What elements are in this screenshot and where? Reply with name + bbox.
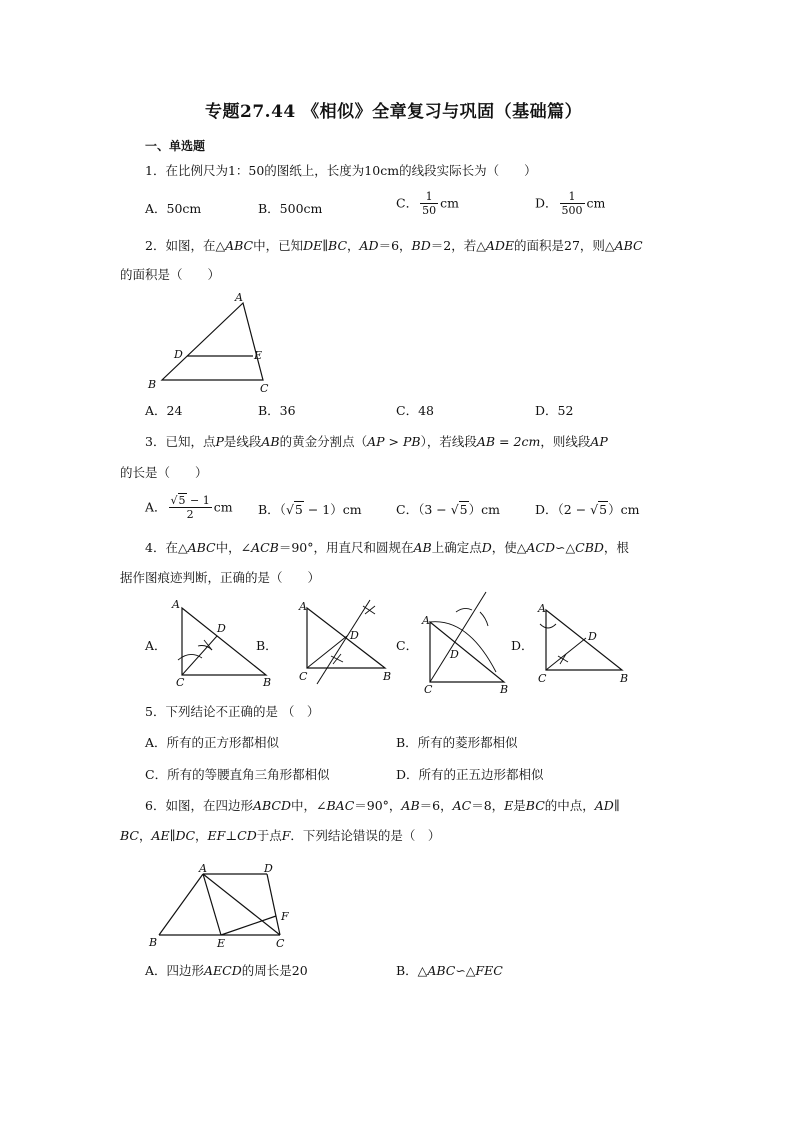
q3-option-a: A． $\frac{√5 - 1}{2}$ cm: [145, 494, 233, 521]
svg-text:D: D: [450, 648, 459, 661]
svg-text:A: A: [422, 614, 430, 627]
svg-text:A: A: [172, 598, 180, 611]
svg-text:C: C: [276, 937, 285, 950]
svg-text:D: D: [350, 629, 359, 642]
q2-option-d: D．52: [535, 403, 574, 418]
q6-option-b: B．△ABC∽△FEC: [396, 963, 503, 978]
q3-option-d: D．（2 − √5）cm: [535, 502, 640, 517]
question-6-stem-line2: BC，AE∥DC，EF⊥CD于点F．下列结论错误的是（ ）: [120, 828, 441, 843]
q4-option-a-label: A．: [145, 638, 167, 653]
q1-option-b: B．500cm: [258, 201, 323, 216]
svg-text:C: C: [176, 676, 185, 688]
q4-option-c-label: C．: [396, 638, 419, 653]
svg-text:B: B: [620, 672, 629, 685]
q1-option-a: A．50cm: [145, 201, 202, 216]
q5-option-a: A．所有的正方形都相似: [145, 735, 280, 750]
svg-text:C: C: [299, 670, 308, 683]
label-c: C: [260, 382, 269, 395]
question-4-stem-line2: 据作图痕迹判断，正确的是（ ）: [120, 570, 321, 585]
svg-text:B: B: [263, 676, 272, 688]
svg-text:A: A: [299, 600, 307, 613]
q3-option-b: B．（√5 − 1）cm: [258, 502, 362, 517]
q5-option-d: D．所有的正五边形都相似: [396, 767, 544, 782]
svg-text:D: D: [588, 630, 597, 643]
label-e: E: [254, 349, 263, 362]
question-2-stem-line2: 的面积是（ ）: [120, 267, 221, 282]
q4-figure-d: [534, 598, 634, 688]
question-2-stem-line1: 2．如图，在△ABC中，已知DE∥BC，AD＝6，BD＝2，若△ADE的面积是27，则△ABC: [145, 238, 643, 253]
q6-option-a: A．四边形AECD的周长是20: [145, 963, 308, 978]
label-b: B: [148, 378, 157, 391]
q1-option-d: D． $\frac{1}{500}$ cm: [535, 190, 606, 217]
q2-option-c: C．48: [396, 403, 434, 418]
question-6-stem-line1: 6．如图，在四边形ABCD中，∠BAC＝90°，AB＝6，AC＝8，E是BC的中点，AD∥: [145, 798, 620, 813]
question-1-stem: 1．在比例尺为1：50的图纸上，长度为10cm的线段实际长为（ ）: [145, 163, 537, 178]
q2-option-a: A．24: [145, 403, 183, 418]
section-heading: 一、单选题: [145, 139, 206, 153]
svg-text:D: D: [217, 622, 226, 635]
question-3-stem-line1: 3．已知，点P是线段AB的黄金分割点（AP > PB），若线段AB = 2cm，则线段AP: [145, 434, 608, 449]
svg-text:D: D: [264, 862, 273, 875]
svg-text:B: B: [149, 936, 158, 949]
label-d: D: [174, 348, 183, 361]
q6-quadrilateral-figure: [145, 858, 305, 952]
q1-option-c: C． $\frac{1}{50}$ cm: [396, 190, 459, 217]
q4-figure-c: [418, 590, 518, 696]
page-title: 专题27.44 《相似》全章复习与巩固（基础篇）: [205, 102, 583, 122]
svg-text:A: A: [538, 602, 546, 615]
q3-option-c: C．（3 − √5）cm: [396, 502, 500, 517]
triangle-abc: [162, 303, 263, 380]
svg-text:F: F: [281, 910, 289, 923]
svg-text:C: C: [424, 683, 433, 696]
svg-text:B: B: [383, 670, 392, 683]
question-4-stem-line1: 4．在△ABC中，∠ACB＝90°，用直尺和圆规在AB上确定点D，使△ACD∽△CBD，根: [145, 540, 629, 555]
q5-option-c: C．所有的等腰直角三角形都相似: [145, 767, 330, 782]
q4-option-d-label: D．: [511, 638, 534, 653]
q5-option-b: B．所有的菱形都相似: [396, 735, 518, 750]
svg-text:C: C: [538, 672, 547, 685]
svg-text:B: B: [500, 683, 509, 696]
q4-option-b-label: B．: [256, 638, 278, 653]
q4-figure-b: [295, 598, 397, 688]
svg-text:A: A: [199, 862, 207, 875]
q2-option-b: B．36: [258, 403, 296, 418]
label-a: A: [235, 291, 243, 304]
q2-triangle-figure: [140, 288, 280, 396]
svg-text:E: E: [217, 937, 226, 950]
question-3-stem-line2: 的长是（ ）: [120, 465, 208, 480]
question-5-stem: 5．下列结论不正确的是 （ ）: [145, 704, 320, 719]
